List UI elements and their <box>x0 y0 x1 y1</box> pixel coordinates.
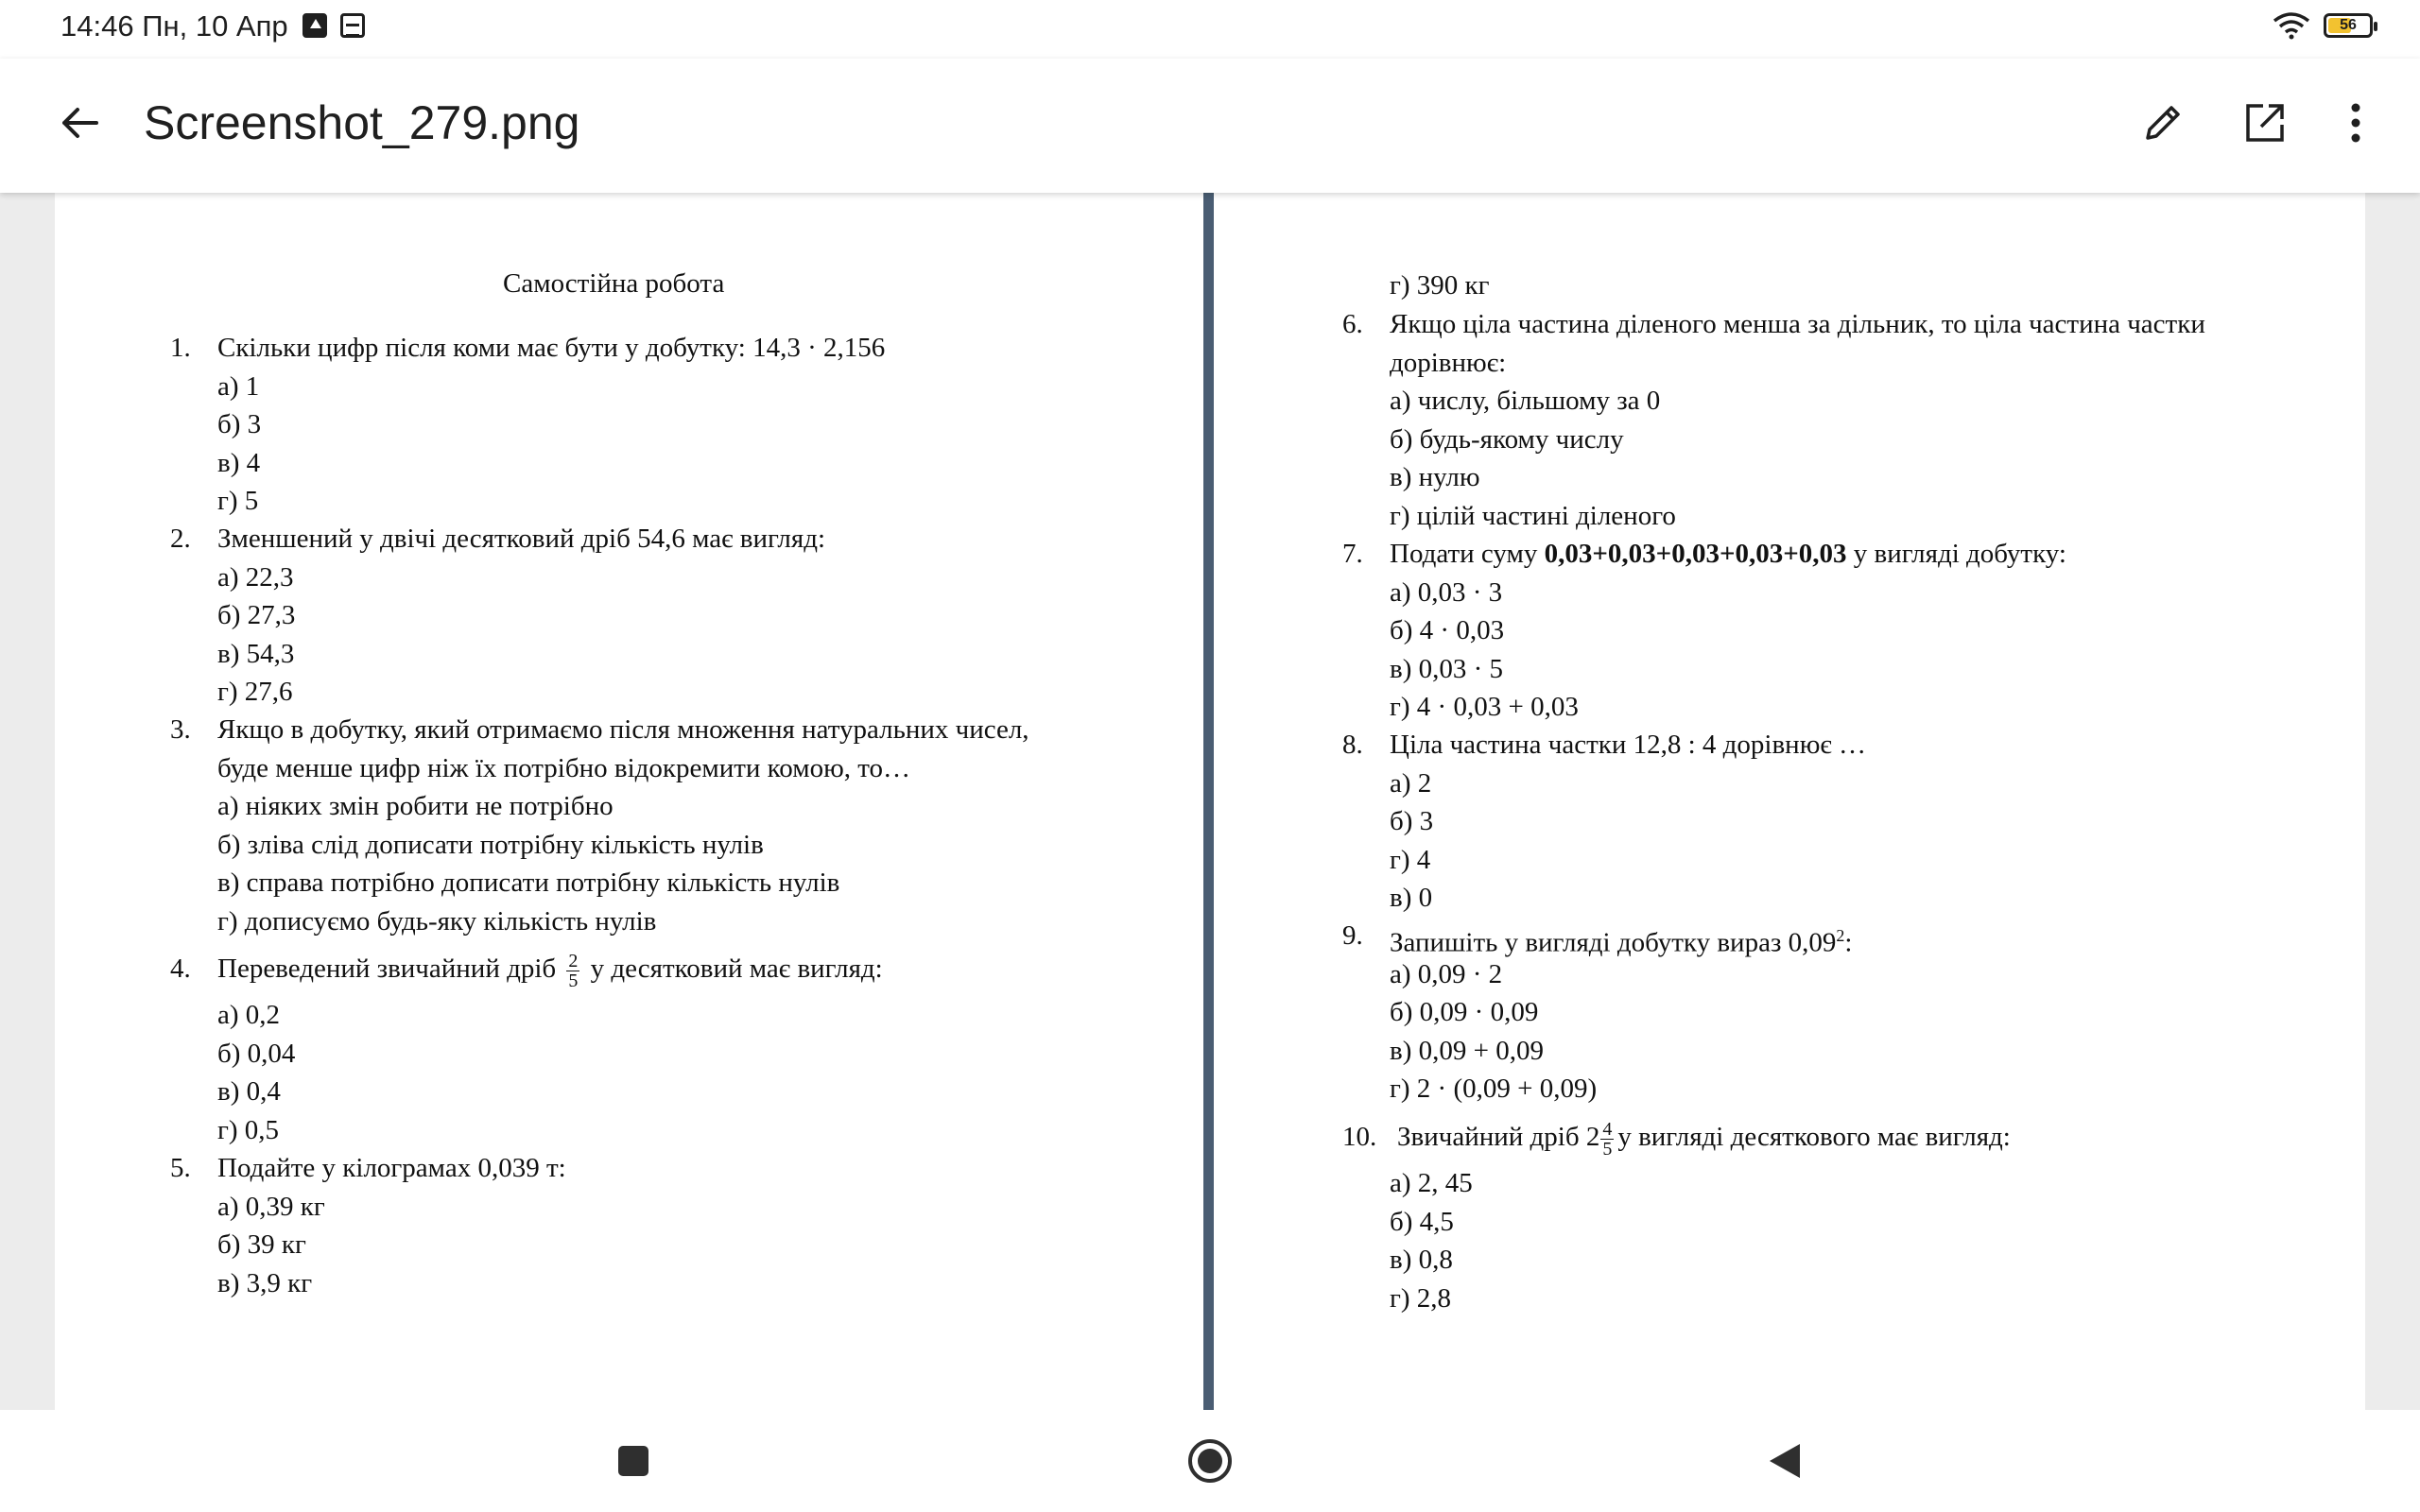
answer-option: г) 2 · (0,09 + 0,09) <box>1390 1074 1598 1104</box>
answer-option: в) 4 <box>217 447 261 478</box>
answer-option: г) 4 · 0,03 + 0,03 <box>1390 692 1579 722</box>
answer-option: в) нулю <box>1390 462 1480 492</box>
edit-button[interactable] <box>2133 93 2193 153</box>
app-bar <box>0 59 2420 193</box>
answer-option: в) 0,4 <box>217 1076 281 1107</box>
answer-option: а) 22,3 <box>217 561 294 593</box>
answer-option: в) 0,09 + 0,09 <box>1390 1035 1544 1066</box>
fraction: $\frac{4}{5}$ <box>1602 1118 1613 1160</box>
document-page-left: Самостійна робота 1. Скільки цифр після коми має бути у добутку: 14,3 · 2,156 а) 1 б) 3 в) 4 г) 5 2. Зменшений у двічі десятковий дріб 54,6 має вигляд: а) 22,3 б) 27,3 в) 54,3 г) 27,6 3. Якщо в добутку, який отримаємо після множення натуральних чисел, буде менше цифр ніж їх потрібно відокремити комою, то… а) ніяких змін робити не потрібно б) зліва слід дописати потрібну кількість нулів в) справа потрібно дописати потрібну кількість нулів г) дописуємо будь-яку кількість нулів 4. Переведений звичайний дріб $\frac{2}{5}$ у десятковий має вигляд: а) 0,2 б) 0,04 в) 0,4 г) 0,5 5. Подайте у кілограмах 0,039 т: а) 0,39 кг б) 39 кг в) 3,9 кг <box>55 193 1203 1410</box>
answer-option: г) 4 <box>1390 844 1431 875</box>
back-button[interactable] <box>49 93 110 153</box>
open-external-icon <box>2242 100 2288 146</box>
square-icon <box>614 1442 652 1480</box>
answer-option: в) 0,8 <box>1390 1245 1453 1275</box>
answer-option: а) 2, 45 <box>1390 1168 1473 1198</box>
document-page-right: г) 390 кг 6. Якщо ціла частина діленого менша за дільник, то ціла частина частки дорівнює: а) числу, більшому за 0 б) будь-якому числу в) нулю г) цілій частині діленого 7. Подати суму 0,03+0,03+0,03+0,03+0,03 у вигляді добутку: а) 0,03 · 3 б) 4 · 0,03 в) 0,03 · 5 г) 4 · 0,03 + 0,03 8. Ціла частина частки 12,8 : 4 дорівнює … а) 2 б) 3 г) 4 в) 0 9. Запишіть у вигляді добутку вираз 0,09$^2$: а) 0,09 · 2 б) 0,09 · 0,09 в) 0,09 + 0,09 г) 2 · (0,09 + 0,09) 10. Звичайний дріб 2 $\frac{4}{5}$ у вигляді десяткового має вигляд: а) 2, 45 б) 4,5 в) 0,8 г) 2,8 <box>1214 193 2365 1410</box>
status-system-icons <box>2273 11 2373 40</box>
recents-button[interactable] <box>603 1431 664 1491</box>
answer-option: в) 0,03 · 5 <box>1390 653 1504 684</box>
image-viewer[interactable] <box>0 193 2420 1410</box>
answer-option: в) 0 <box>1390 883 1433 913</box>
navigation-bar <box>0 1410 2420 1512</box>
arrow-left-icon <box>59 102 100 144</box>
home-circle-icon <box>1185 1436 1235 1486</box>
answer-option: г) 5 <box>217 486 259 516</box>
answer-option: а) 2 <box>1390 767 1432 799</box>
answer-option: б) 27,3 <box>217 600 296 630</box>
answer-option: г) 2,8 <box>1390 1282 1452 1314</box>
status-time: 14:46 Пн, 10 Апр <box>60 9 288 43</box>
status-bar <box>0 0 2420 59</box>
battery-level: 56 <box>2340 17 2357 33</box>
file-title: Screenshot_279.png <box>144 96 580 149</box>
more-options-button[interactable] <box>2325 93 2386 153</box>
document-title: Самостійна робота <box>503 268 725 299</box>
answer-option: б) 3 <box>217 409 262 439</box>
home-button[interactable] <box>1180 1431 1240 1491</box>
answer-option: г) цілій частині діленого <box>1390 500 1676 531</box>
answer-option: а) 0,39 кг <box>217 1191 325 1222</box>
more-vertical-icon <box>2333 100 2378 146</box>
keyboard-notification-icon <box>340 13 365 38</box>
answer-option: г) 390 кг <box>1390 270 1490 301</box>
answer-option: б) 4 · 0,03 <box>1390 615 1505 645</box>
fraction: $\frac{2}{5}$ <box>568 950 579 991</box>
triangle-back-icon <box>1764 1440 1806 1482</box>
pencil-icon <box>2140 100 2186 146</box>
answer-option: а) 0,2 <box>217 1000 281 1030</box>
answer-option: а) ніяких змін робити не потрібно <box>217 791 614 821</box>
answer-option: б) будь-якому числу <box>1390 423 1624 455</box>
answer-option: а) 0,03 · 3 <box>1390 576 1503 608</box>
answer-option: в) 54,3 <box>217 638 295 669</box>
answer-option: б) 3 <box>1390 806 1434 836</box>
upload-notification-icon <box>302 13 327 38</box>
answer-option: в) справа потрібно дописати потрібну кількість нулів <box>217 868 840 898</box>
answer-option: г) 27,6 <box>217 677 293 707</box>
answer-option: б) 39 кг <box>217 1229 306 1260</box>
battery-icon <box>2324 13 2373 38</box>
open-external-button[interactable] <box>2235 93 2295 153</box>
status-notification-icons <box>302 13 365 38</box>
answer-option: б) зліва слід дописати потрібну кількість нулів <box>217 829 764 860</box>
answer-option: г) дописуємо будь-яку кількість нулів <box>217 905 657 936</box>
answer-option: а) числу, більшому за 0 <box>1390 386 1661 416</box>
answer-option: а) 0,09 · 2 <box>1390 958 1503 989</box>
answer-option: а) 1 <box>217 370 260 402</box>
page-divider <box>1203 193 1214 1410</box>
answer-option: г) 0,5 <box>217 1114 280 1145</box>
wifi-icon <box>2273 11 2310 40</box>
answer-option: б) 0,04 <box>217 1038 296 1069</box>
answer-option: в) 3,9 кг <box>217 1267 313 1298</box>
back-nav-button[interactable] <box>1754 1431 1815 1491</box>
answer-option: б) 0,09 · 0,09 <box>1390 997 1539 1027</box>
answer-option: б) 4,5 <box>1390 1206 1454 1237</box>
